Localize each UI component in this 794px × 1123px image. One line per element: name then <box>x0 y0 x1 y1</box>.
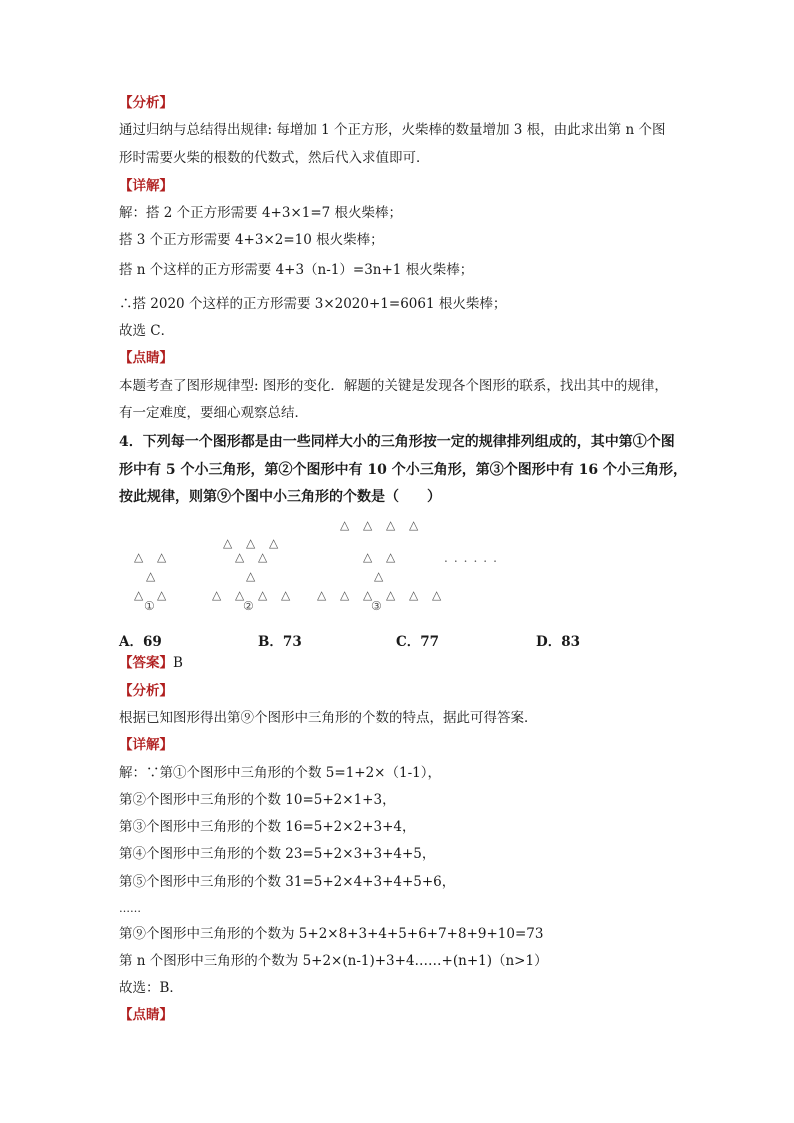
triangle-icon: △ <box>363 550 373 564</box>
option-a[interactable] <box>119 630 162 650</box>
triangle-icon: △ <box>409 588 419 602</box>
comment-heading: 【点睛】 <box>119 1007 173 1023</box>
figure-label: ③ <box>371 599 382 613</box>
question-text: 形中有 5 个小三角形，第②个图形中有 10 个小三角形，第③个图形中有 16 个小三角形， <box>119 462 687 478</box>
triangle-icon: △ <box>386 518 396 532</box>
detail-text: 解：搭 2 个正方形需要 4+3×1=7 根火柴棒； <box>119 205 403 221</box>
triangle-icon: △ <box>409 518 419 532</box>
triangle-icon: △ <box>258 550 268 564</box>
option-value: 77 <box>420 634 440 650</box>
option-b[interactable] <box>258 630 302 650</box>
triangle-icon: △ <box>246 569 256 583</box>
triangle-icon: △ <box>235 588 245 602</box>
detail-text: 故选 C． <box>119 323 175 339</box>
option-letter: D． <box>536 634 562 650</box>
question-text: 按此规律，则第⑨个图中小三角形的个数是（ ） <box>119 489 441 505</box>
triangle-icon: △ <box>223 536 233 550</box>
triangle-icon: △ <box>212 588 222 602</box>
comment-heading: 【点睛】 <box>119 350 173 366</box>
triangle-icon: △ <box>134 550 144 564</box>
comment-text: 本题考查了图形规律型: 图形的变化．解题的关键是发现各个图形的联系，找出其中的规律， <box>119 378 668 394</box>
triangle-icon: △ <box>258 588 268 602</box>
triangle-icon: △ <box>363 588 373 602</box>
analysis-heading: 【分析】 <box>119 95 173 111</box>
option-letter: B． <box>258 634 283 650</box>
triangle-icon: △ <box>269 536 279 550</box>
detail-text: ∴搭 2020 个这样的正方形需要 3×2020+1=6061 根火柴棒； <box>119 296 507 312</box>
detail-text: 第⑤个图形中三角形的个数 31=5+2×4+3+4+5+6， <box>119 874 456 890</box>
triangle-icon: △ <box>281 588 291 602</box>
triangle-icon: △ <box>432 588 442 602</box>
analysis-text: 形时需要火柴的根数的代数式，然后代入求值即可． <box>119 150 430 166</box>
option-letter: C． <box>396 634 421 650</box>
detail-text: 搭 3 个正方形需要 4+3×2=10 根火柴棒； <box>119 232 384 248</box>
detail-text: 第③个图形中三角形的个数 16=5+2×2+3+4， <box>119 819 416 835</box>
detail-text: 搭 n 个这样的正方形需要 4+3（n-1）=3n+1 根火柴棒； <box>119 262 474 278</box>
triangle-icon: △ <box>134 588 144 602</box>
triangle-icon: △ <box>386 550 396 564</box>
triangle-icon: △ <box>340 588 350 602</box>
option-letter: A． <box>119 634 143 650</box>
detail-text: 第④个图形中三角形的个数 23=5+2×3+3+4+5， <box>119 846 436 862</box>
answer-value: B <box>173 655 183 671</box>
detail-text: 解：∵第①个图形中三角形的个数 5=1+2×（1-1）， <box>119 765 441 781</box>
comment-text: 有一定难度，要细心观察总结． <box>119 405 308 421</box>
figure-label: ② <box>243 599 254 613</box>
detail-text: 故选：B． <box>119 980 183 996</box>
triangle-icon: △ <box>246 536 256 550</box>
triangle-icon: △ <box>317 588 327 602</box>
detail-text: 第 n 个图形中三角形的个数为 5+2×(n-1)+3+4……+(n+1)（n>1） <box>119 953 548 969</box>
triangle-icon: △ <box>157 550 167 564</box>
detail-text: 第⑨个图形中三角形的个数为 5+2×8+3+4+5+6+7+8+9+10=73 <box>119 926 544 942</box>
analysis-text: 根据已知图形得出第⑨个图形中三角形的个数的特点，据此可得答案． <box>119 710 538 726</box>
triangle-icon: △ <box>374 569 384 583</box>
detail-heading: 【详解】 <box>119 737 173 753</box>
triangle-icon: △ <box>235 550 245 564</box>
detail-text: 第②个图形中三角形的个数 10=5+2×1+3， <box>119 792 396 808</box>
triangle-icon: △ <box>157 588 167 602</box>
triangle-icon: △ <box>363 518 373 532</box>
question-text: 4．下列每一个图形都是由一些同样大小的三角形按一定的规律排列组成的，其中第①个图 <box>119 434 675 450</box>
detail-heading: 【详解】 <box>119 178 173 194</box>
detail-text: …… <box>119 902 141 915</box>
option-c[interactable] <box>396 630 439 650</box>
triangle-icon: △ <box>146 569 156 583</box>
answer-line <box>119 657 183 671</box>
triangle-icon: △ <box>386 588 396 602</box>
ellipsis: ...... <box>444 551 503 565</box>
analysis-text: 通过归纳与总结得出规律: 每增加 1 个正方形，火柴棒的数量增加 3 根，由此求出第 n 个图 <box>119 122 666 138</box>
option-value: 83 <box>561 634 581 650</box>
option-d[interactable] <box>536 630 580 650</box>
triangle-icon: △ <box>340 518 350 532</box>
analysis-heading: 【分析】 <box>119 683 173 699</box>
answer-heading: 【答案】 <box>119 655 173 671</box>
option-value: 69 <box>142 634 162 650</box>
figure-label: ① <box>144 599 155 613</box>
option-value: 73 <box>282 634 302 650</box>
